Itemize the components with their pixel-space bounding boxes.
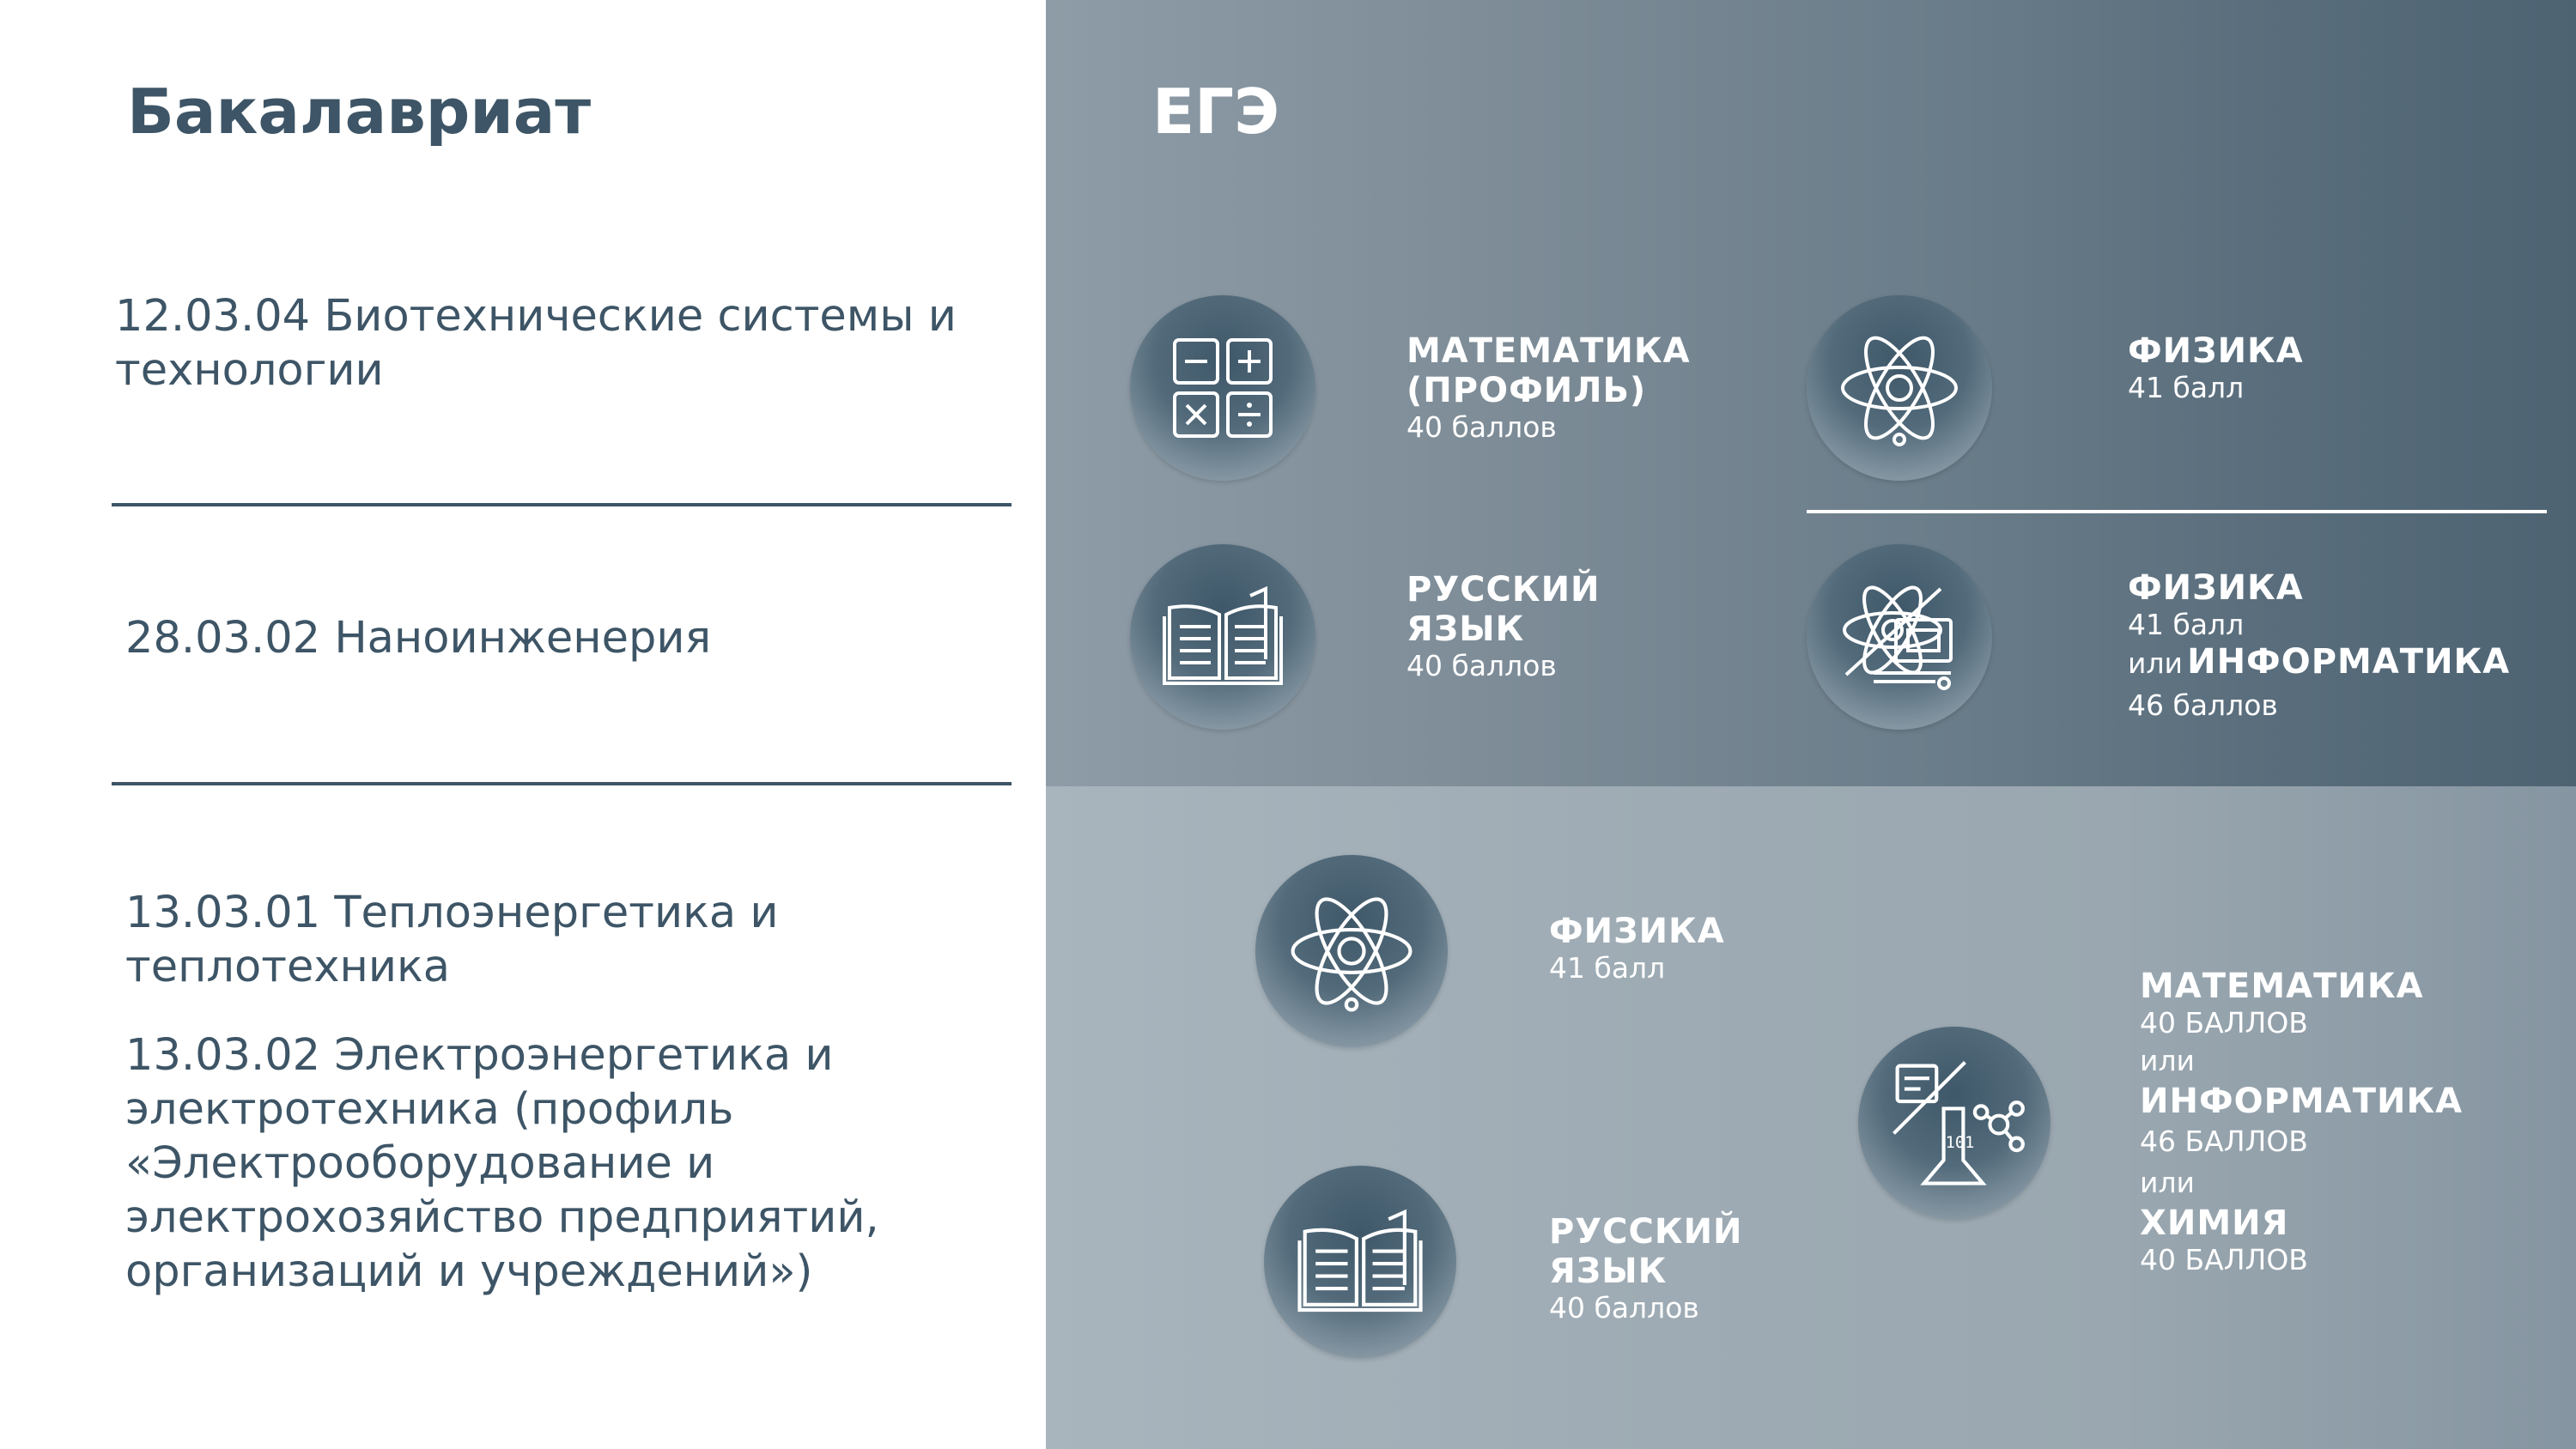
subject-physics-or-informatics [2128, 568, 2510, 723]
program-line: «Электрооборудование и [125, 1138, 715, 1189]
subject-math [1406, 331, 1691, 445]
math-chemistry-icon [1858, 1027, 2050, 1219]
program-biotech [115, 289, 1008, 397]
subject-score: 41 балл [2128, 371, 2245, 404]
atom-icon [1255, 855, 1448, 1047]
atom-icon [1807, 295, 1992, 481]
or-label: или [2140, 1044, 2195, 1077]
subject-name: МАТЕМАТИКА [1406, 331, 1691, 371]
subject-name: РУССКИЙ [1406, 570, 1601, 609]
divider [112, 503, 1012, 506]
subject-score: 41 балл [2128, 608, 2245, 641]
subject-name: (ПРОФИЛЬ) [1406, 371, 1647, 410]
left-panel [0, 0, 1046, 1449]
program-electro [125, 1028, 1027, 1299]
subject-choice [2140, 967, 2463, 1277]
program-line: 12.03.04 Биотехнические системы и [115, 291, 957, 342]
ege-title: ЕГЭ [1152, 76, 1279, 148]
divider [1807, 510, 2547, 513]
subject-name: РУССКИЙ [1549, 1212, 1743, 1252]
program-line: теплотехника [125, 942, 451, 992]
program-heat [125, 886, 1018, 994]
subject-score: 40 баллов [1406, 410, 1557, 444]
subject-score: 40 баллов [1549, 1291, 1699, 1325]
subject-score: 40 баллов [1406, 649, 1557, 682]
svg-text:101: 101 [1945, 1134, 1975, 1153]
subject-name: ХИМИЯ [2140, 1203, 2289, 1243]
subject-physics [2128, 331, 2304, 405]
subject-name: ИНФОРМАТИКА [2187, 642, 2511, 682]
or-label: или [2140, 1166, 2195, 1199]
program-nano [125, 611, 1018, 665]
atom-computer-icon [1807, 544, 1992, 730]
subject-name: ФИЗИКА [2128, 568, 2304, 608]
subject-name: ЯЗЫК [1406, 609, 1525, 649]
program-line: электротехника (профиль [125, 1084, 734, 1135]
program-line: организаций и учреждений») [125, 1246, 813, 1297]
subject-name: ЯЗЫК [1549, 1252, 1668, 1291]
page-title: Бакалавриат [127, 76, 592, 148]
subject-score: 46 БАЛЛОВ [2140, 1125, 2308, 1158]
divider [112, 782, 1012, 785]
program-line: технологии [115, 345, 384, 396]
program-line: 28.03.02 Наноинженерия [125, 613, 712, 664]
subject-score: 40 БАЛЛОВ [2140, 1006, 2308, 1040]
program-line: 13.03.01 Теплоэнергетика и [125, 888, 779, 938]
subject-physics [1549, 912, 1725, 985]
subject-name: ФИЗИКА [1549, 912, 1725, 951]
subject-name: МАТЕМАТИКА [2140, 967, 2424, 1006]
open-book-icon [1264, 1166, 1456, 1358]
program-line: 13.03.02 Электроэнергетика и [125, 1030, 834, 1081]
subject-russian [1549, 1212, 1743, 1325]
subject-score: 46 баллов [2128, 688, 2278, 722]
calculator-icon [1130, 295, 1315, 481]
subject-russian [1406, 570, 1601, 683]
program-line: электрохозяйство предприятий, [125, 1192, 879, 1243]
subject-name: ИНФОРМАТИКА [2140, 1082, 2464, 1121]
subject-score: 40 БАЛЛОВ [2140, 1243, 2308, 1276]
subject-score: 41 балл [1549, 951, 1666, 985]
subject-name: ФИЗИКА [2128, 331, 2304, 371]
open-book-icon [1130, 544, 1315, 730]
or-label: или [2128, 646, 2183, 680]
